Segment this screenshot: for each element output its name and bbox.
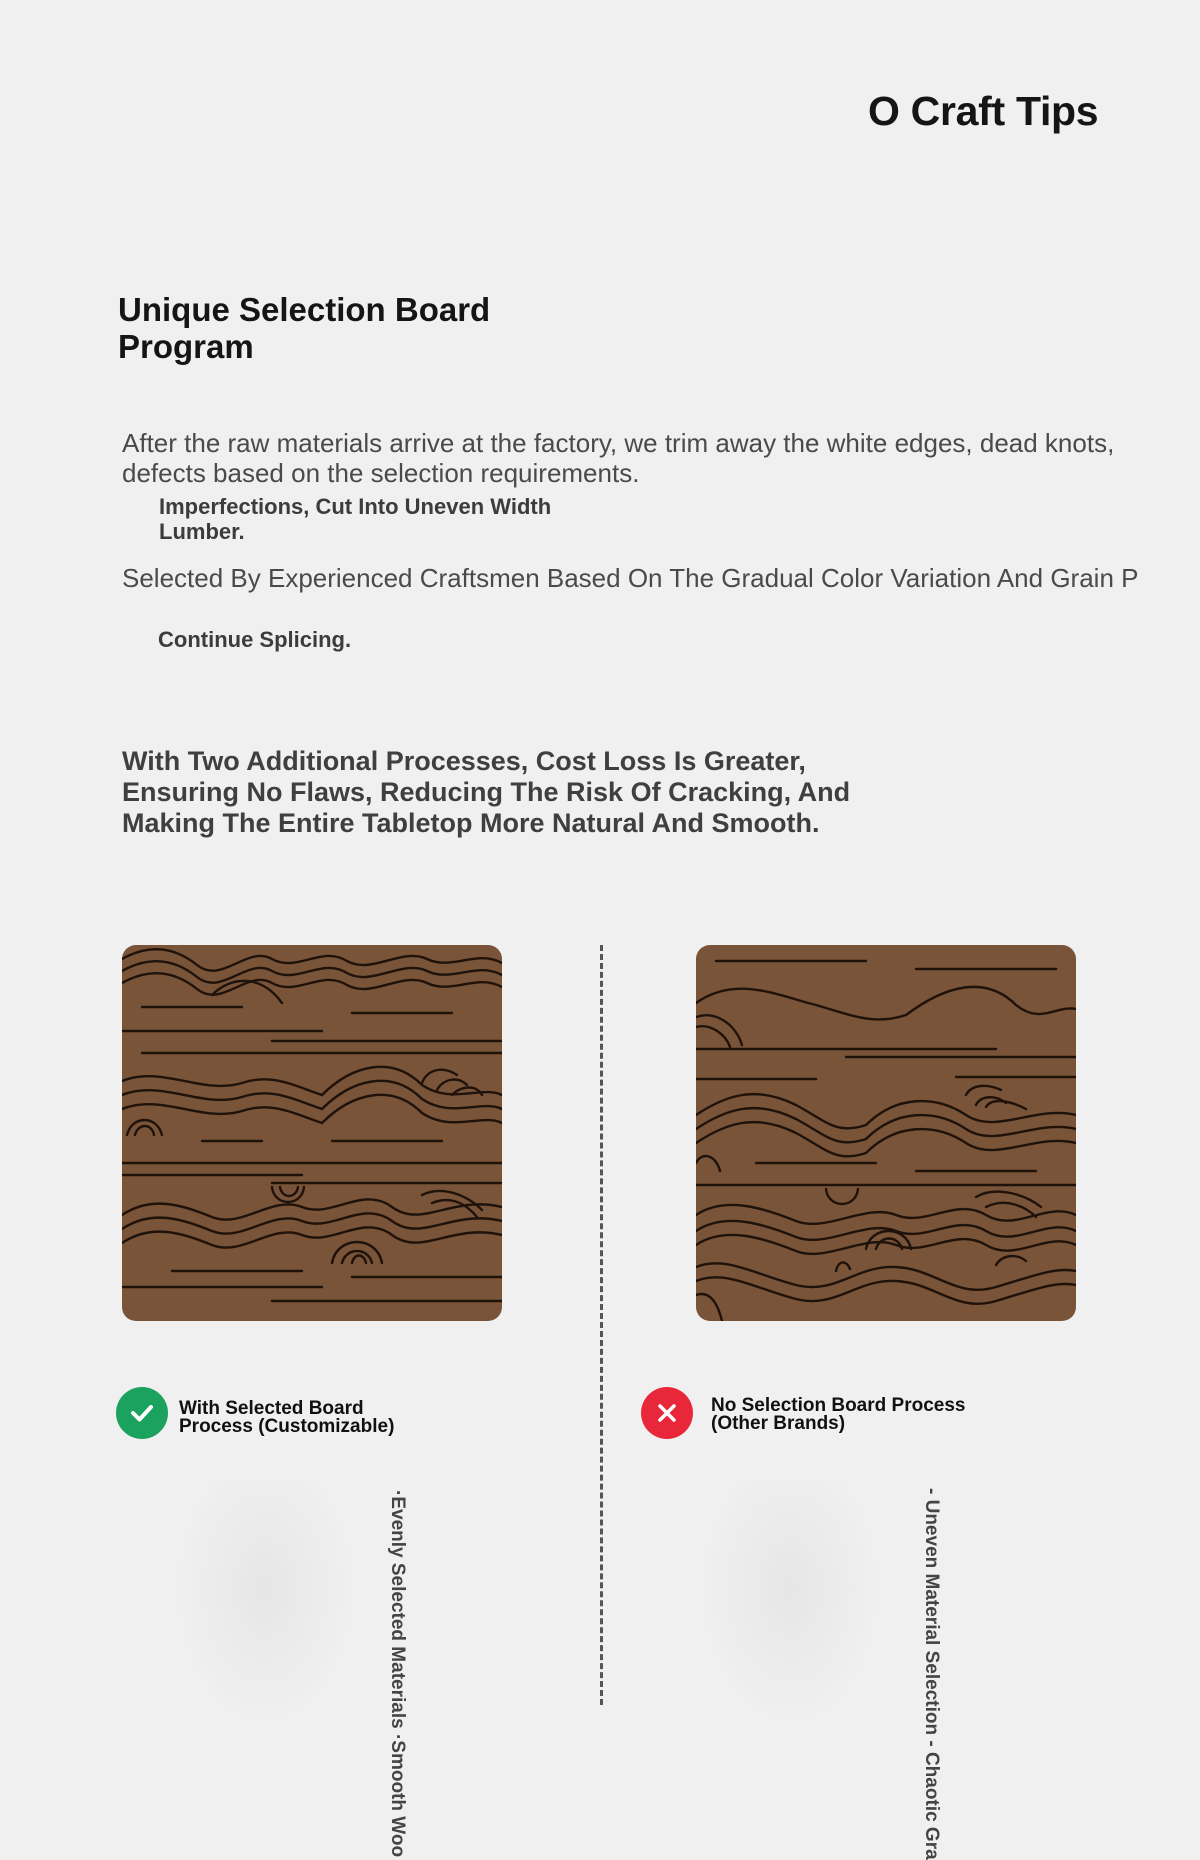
page-title: O Craft Tips (868, 88, 1099, 134)
selected-board-image (122, 945, 502, 1321)
step-trim-note: Imperfections, Cut Into Uneven Width Lumber. (159, 494, 552, 544)
process-line-2: Ensuring No Flaws, Reducing The Risk Of Cracking, And (122, 777, 851, 807)
unselected-detail-image (705, 1480, 875, 1720)
step-splice-note: Continue Splicing. (158, 627, 352, 652)
selection-paragraph: Selected By Experienced Craftsmen Based On The Gradual Color Variation And Grain P (122, 563, 1139, 593)
selected-detail-image (180, 1480, 350, 1720)
section-heading: Unique Selection Board Program (118, 291, 491, 365)
comparison-divider (600, 945, 603, 1705)
process-line-1: With Two Additional Processes, Cost Loss Is Greater, (122, 746, 806, 776)
intro-line-2: defects based on the selection requirements. (122, 458, 640, 488)
no-selection-caption (711, 1397, 965, 1433)
selected-caption-line-1: With Selected Board (179, 1398, 364, 1419)
intro-paragraph (122, 428, 1114, 488)
check-icon (116, 1387, 168, 1439)
intro-line-1: After the raw materials arrive at the factory, we trim away the white edges, dead knots, (122, 428, 1115, 458)
unselected-board-image (696, 945, 1076, 1321)
process-summary (122, 746, 882, 839)
process-line-3: Making The Entire Tabletop More Natural And Smooth. (122, 808, 820, 838)
unselected-vertical-note: - Uneven Material Selection - Chaotic Gra (921, 1488, 942, 1860)
selected-caption-line-2: Process (Customizable) (179, 1416, 395, 1437)
selected-vertical-note: ·Evenly Selected Materials ·Smooth Woo (387, 1490, 408, 1858)
no-selection-caption-line-2: (Other Brands) (711, 1413, 846, 1434)
selected-process-caption (179, 1400, 394, 1436)
no-selection-caption-line-1: No Selection Board Process (711, 1395, 966, 1416)
cross-icon (641, 1387, 693, 1439)
